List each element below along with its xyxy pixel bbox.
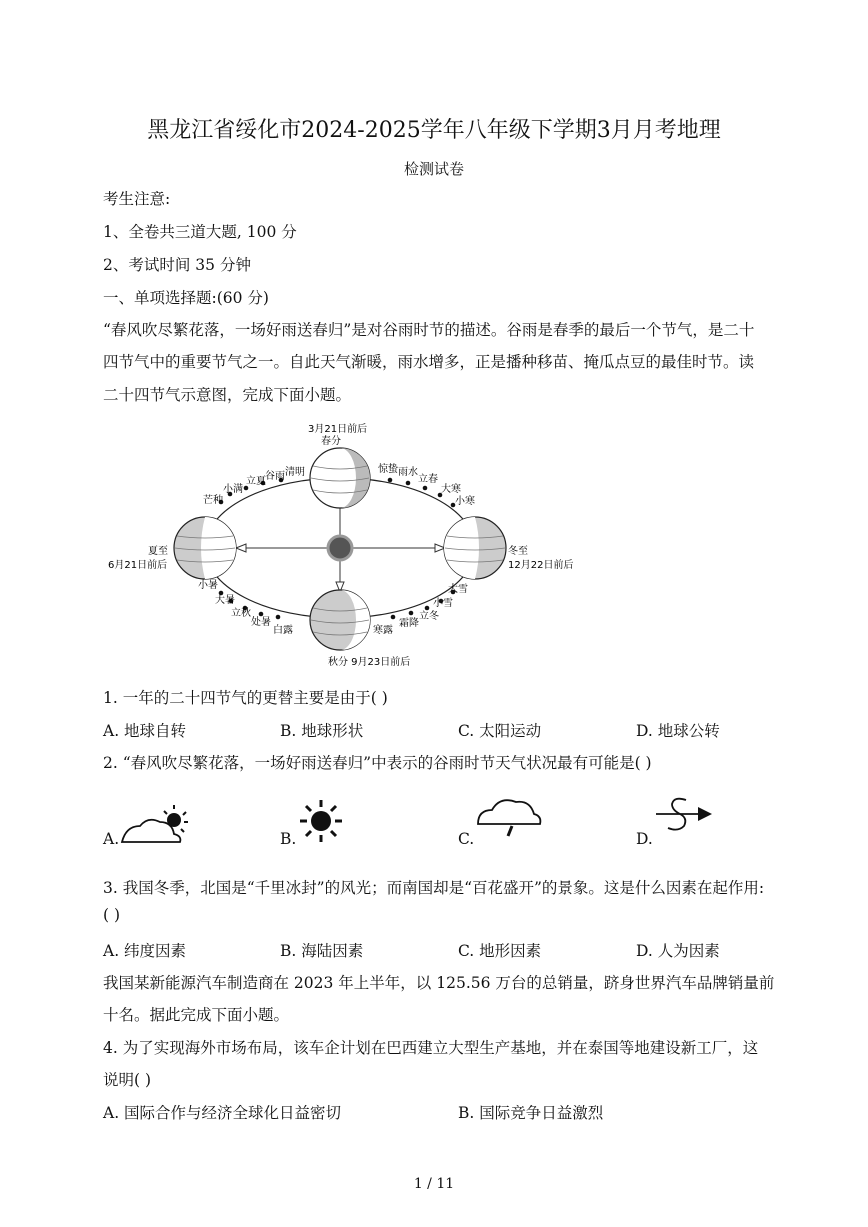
q3-option-b[interactable]: B. 海陆因素	[280, 942, 364, 960]
q1-option-c[interactable]: C. 太阳运动	[458, 722, 542, 740]
passage2-line: 十名。据此完成下面小题。	[103, 1006, 290, 1024]
light-rain-icon	[474, 794, 544, 842]
term-label: 小寒	[455, 496, 475, 507]
page-subtitle: 检测试卷	[403, 160, 464, 178]
q1-option-b[interactable]: B. 地球形状	[280, 722, 364, 740]
q4-option-b[interactable]: B. 国际竞争日益激烈	[458, 1104, 604, 1122]
q3-option-a[interactable]: A. 纬度因素	[103, 942, 187, 960]
term-label: 大雪	[448, 584, 468, 595]
q1-stem: 1. 一年的二十四节气的更替主要是由于( )	[103, 689, 388, 707]
q4-option-a[interactable]: A. 国际合作与经济全球化日益密切	[103, 1104, 342, 1122]
q2-option-d[interactable]: D.	[636, 830, 653, 848]
page-number: 1 / 11	[413, 1176, 455, 1192]
q1-option-d[interactable]: D. 地球公转	[636, 722, 720, 740]
term-label: 谷雨	[265, 471, 285, 482]
summer-date-label: 6月21日前后	[108, 560, 168, 571]
term-label: 白露	[273, 625, 293, 636]
q2-option-b[interactable]: B.	[280, 830, 297, 848]
q3-stem: 3. 我国冬季，北国是“千里冰封”的风光；而南国却是“百花盛开”的景象。这是什么因素在起作用:	[103, 879, 765, 897]
term-label: 惊蛰	[378, 464, 398, 475]
term-label: 立秋	[231, 608, 251, 619]
term-label: 立冬	[419, 611, 439, 622]
passage1-line: “春风吹尽繁花落，一场好雨送春归”是对谷雨时节的描述。谷雨是春季的最后一个节气，是二十	[103, 321, 755, 339]
earth-autumn-equinox	[310, 590, 370, 650]
q2-stem: 2. “春风吹尽繁花落，一场好雨送春归”中表示的谷雨时节天气状况最有可能是( )	[103, 754, 652, 772]
spring-date-label: 3月21日前后	[308, 424, 368, 435]
term-label: 雨水	[398, 467, 418, 478]
term-label: 寒露	[373, 625, 393, 636]
term-label: 清明	[285, 467, 305, 478]
term-label: 小暑	[198, 580, 218, 591]
passage2-line: 我国某新能源汽车制造商在 2023 年上半年，以 125.56 万台的总销量，跻身世界汽车品牌销量前	[103, 974, 775, 992]
winter-label: 冬至	[508, 546, 528, 557]
term-label: 立夏	[246, 476, 266, 487]
notice-item-2: 2、考试时间 35 分钟	[103, 256, 251, 274]
passage1-line: 四节气中的重要节气之一。自此天气渐暖，雨水增多，正是播种移苗、掩瓜点豆的最佳时节。读	[103, 353, 755, 371]
partly-cloudy-icon	[118, 800, 190, 848]
earth-summer-solstice	[174, 517, 236, 579]
passage1-line: 二十四节气示意图，完成下面小题。	[103, 386, 352, 404]
wind-icon	[654, 794, 714, 834]
autumn-label: 秋分 9月23日前后	[328, 657, 411, 668]
term-label: 大寒	[441, 484, 461, 495]
q4-stem: 4. 为了实现海外市场布局，该车企计划在巴西建立大型生产基地，并在泰国等地建设新工厂，这	[103, 1039, 759, 1057]
q3-option-c[interactable]: C. 地形因素	[458, 942, 542, 960]
notice-heading: 考生注意:	[103, 190, 171, 208]
sun-icon	[328, 536, 352, 560]
winter-date-label: 12月22日前后	[508, 560, 574, 571]
term-label: 小雪	[433, 598, 453, 609]
term-label: 处暑	[251, 617, 271, 628]
sunny-icon	[298, 798, 344, 844]
section-heading: 一、单项选择题:(60 分)	[103, 289, 269, 307]
solar-terms-diagram	[103, 420, 583, 672]
summer-label: 夏至	[148, 546, 168, 557]
term-label: 立春	[418, 474, 438, 485]
spring-label: 春分	[321, 436, 341, 447]
term-label: 大暑	[215, 595, 235, 606]
q3-option-d[interactable]: D. 人为因素	[636, 942, 720, 960]
page-title: 黑龙江省绥化市2024-2025学年八年级下学期3月月考地理	[147, 118, 721, 143]
q4-stem-cont: 说明( )	[103, 1071, 152, 1089]
q1-option-a[interactable]: A. 地球自转	[103, 722, 187, 740]
term-label: 霜降	[399, 618, 419, 629]
term-label: 芒种	[203, 495, 223, 506]
earth-spring-equinox	[310, 448, 370, 508]
q3-stem-cont: ( )	[103, 906, 121, 924]
q2-option-a[interactable]: A.	[103, 830, 120, 848]
term-label: 小满	[223, 484, 243, 495]
notice-item-1: 1、全卷共三道大题, 100 分	[103, 223, 297, 241]
earth-winter-solstice	[444, 517, 506, 579]
q2-option-c[interactable]: C.	[458, 830, 475, 848]
